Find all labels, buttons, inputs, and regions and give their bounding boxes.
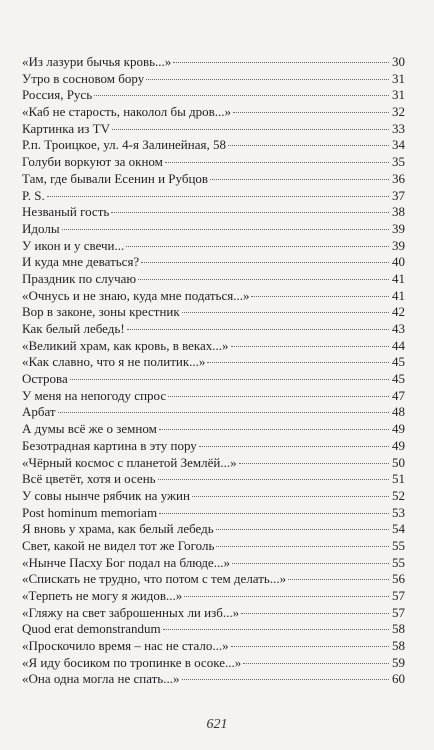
dot-leader bbox=[210, 179, 389, 180]
toc-entry bbox=[22, 137, 405, 154]
toc-entry-title: «Терпеть не могу я жидов...» bbox=[22, 588, 183, 603]
toc-entry-page: 58 bbox=[392, 621, 405, 637]
toc-entry bbox=[22, 71, 405, 88]
toc-entry bbox=[22, 288, 405, 305]
toc-entry-page: 54 bbox=[392, 521, 405, 537]
dot-leader bbox=[182, 679, 390, 680]
toc-entry-title: Там, где бывали Есенин и Рубцов bbox=[22, 170, 209, 186]
toc-entry bbox=[22, 621, 405, 638]
toc-entry-title: Р.п. Троицкое, ул. 4-я Залинейная, 58 bbox=[22, 137, 226, 153]
toc-entry-title: Праздник по случаю bbox=[22, 270, 137, 286]
toc-entry-page: 39 bbox=[392, 220, 405, 236]
dot-leader bbox=[94, 95, 389, 96]
dot-leader bbox=[112, 129, 389, 130]
dot-leader bbox=[216, 546, 389, 547]
toc-entry-page: 60 bbox=[392, 671, 405, 687]
toc-entry-title: «Очнусь и не знаю, куда мне податься...» bbox=[22, 287, 250, 303]
toc-entry-title: У икон и у свечи... bbox=[22, 237, 125, 253]
toc-entry-title: Арбат bbox=[22, 404, 56, 420]
toc-entry-page: 37 bbox=[392, 187, 405, 203]
toc-entry-title: Вор в законе, зоны крестник bbox=[22, 304, 180, 320]
toc-entry bbox=[22, 488, 405, 505]
toc-entry bbox=[22, 204, 405, 221]
toc-entry-page: 32 bbox=[392, 104, 405, 120]
toc-entry bbox=[22, 538, 405, 555]
toc-entry-title: P. S. bbox=[22, 187, 45, 203]
toc-entry-page: 31 bbox=[392, 87, 405, 103]
dot-leader bbox=[165, 162, 389, 163]
toc-entry bbox=[22, 121, 405, 138]
dot-leader bbox=[58, 412, 389, 413]
toc-entry-title: Утро в сосновом бору bbox=[22, 70, 145, 86]
toc-entry bbox=[22, 188, 405, 205]
dot-leader bbox=[159, 513, 389, 514]
toc-entry-title: Как белый лебедь! bbox=[22, 321, 125, 336]
page-number: 621 bbox=[206, 717, 228, 732]
toc-entry bbox=[22, 404, 405, 421]
toc-entry-page: 55 bbox=[392, 537, 405, 553]
toc-entry-title: Всё цветёт, хотя и осень bbox=[22, 471, 156, 487]
toc-entry-page: 57 bbox=[392, 604, 405, 620]
toc-entry bbox=[22, 421, 405, 438]
toc-entry-page: 45 bbox=[392, 371, 405, 387]
dot-leader bbox=[168, 396, 389, 397]
dot-leader bbox=[184, 596, 389, 597]
toc-entry-title: Идолы bbox=[22, 220, 60, 236]
toc-entry-title: Россия, Русь bbox=[22, 87, 93, 103]
toc-entry-page: 51 bbox=[392, 471, 405, 487]
dot-leader bbox=[231, 646, 389, 647]
toc-entry bbox=[22, 588, 405, 605]
toc-entry bbox=[22, 571, 405, 588]
toc-entry bbox=[22, 655, 405, 672]
toc-entry-page: 38 bbox=[392, 204, 405, 220]
toc-entry-page: 40 bbox=[392, 254, 405, 270]
dot-leader bbox=[239, 463, 389, 464]
toc-entry-title: Голуби воркуют за окном bbox=[22, 154, 163, 170]
toc-entry-page: 34 bbox=[392, 137, 405, 153]
toc-entry-page: 44 bbox=[392, 337, 405, 353]
toc-entry bbox=[22, 388, 405, 405]
toc-entry-title: У меня на непогоду спрос bbox=[22, 387, 167, 403]
dot-leader bbox=[127, 329, 389, 330]
toc-entry-page: 53 bbox=[392, 504, 405, 520]
toc-entry bbox=[22, 638, 405, 655]
toc-entry-title: Quod erat demonstrandum bbox=[22, 621, 161, 637]
dot-leader bbox=[159, 429, 389, 430]
toc-entry-title: «Она одна могла не спать...» bbox=[22, 671, 180, 687]
toc-entry-title: Незваный гость bbox=[22, 204, 110, 220]
toc-entry-page: 57 bbox=[392, 588, 405, 603]
dot-leader bbox=[231, 346, 389, 347]
toc-entry-title: У совы нынче рябчик на ужин bbox=[22, 487, 190, 503]
toc-entry-title: Картинка из TV bbox=[22, 120, 111, 136]
toc-entry-title: «Чёрный космос с планетой Землёй...» bbox=[22, 454, 237, 470]
toc-entry bbox=[22, 321, 405, 338]
toc-entry bbox=[22, 104, 405, 121]
toc-entry-title: «Каб не старость, наколол бы дров...» bbox=[22, 104, 232, 120]
toc-entry-title: Безотрадная картина в эту пору bbox=[22, 437, 197, 453]
toc-entry-title: «Проскочило время – нас не стало...» bbox=[22, 638, 229, 654]
toc-entry bbox=[22, 354, 405, 371]
toc-entry-page: 56 bbox=[392, 571, 405, 587]
dot-leader bbox=[243, 663, 389, 664]
toc-entry-page: 50 bbox=[392, 454, 405, 470]
dot-leader bbox=[111, 212, 389, 213]
toc-entry-page: 39 bbox=[392, 237, 405, 253]
dot-leader bbox=[251, 296, 389, 297]
toc-entry-title: Свет, какой не видел тот же Гоголь bbox=[22, 537, 215, 553]
dot-leader bbox=[182, 312, 389, 313]
toc-entry-title: «Как славно, что я не политик...» bbox=[22, 354, 206, 370]
dot-leader bbox=[232, 563, 389, 564]
toc-entry bbox=[22, 87, 405, 104]
toc-entry-page: 49 bbox=[392, 437, 405, 453]
toc-entry-page: 43 bbox=[392, 321, 405, 336]
toc-entry bbox=[22, 271, 405, 288]
toc-entry-page: 33 bbox=[392, 120, 405, 136]
toc-entry-page: 35 bbox=[392, 154, 405, 170]
toc-entry-page: 52 bbox=[392, 487, 405, 503]
toc-entry-page: 48 bbox=[392, 404, 405, 420]
dot-leader bbox=[228, 145, 389, 146]
dot-leader bbox=[141, 262, 389, 263]
toc-entry-title: «Великий храм, как кровь, в веках...» bbox=[22, 337, 229, 353]
toc-entry bbox=[22, 171, 405, 188]
toc-entry-title: «Гляжу на свет заброшенных ли изб...» bbox=[22, 604, 240, 620]
toc-entry bbox=[22, 304, 405, 321]
toc-entry-title: «Спискать не трудно, что потом с тем делать...» bbox=[22, 571, 287, 587]
dot-leader bbox=[192, 496, 389, 497]
toc-entry-page: 42 bbox=[392, 304, 405, 320]
dot-leader bbox=[173, 62, 389, 63]
dot-leader bbox=[126, 246, 389, 247]
dot-leader bbox=[138, 279, 389, 280]
dot-leader bbox=[216, 529, 389, 530]
toc-entry-title: Post hominum memoriam bbox=[22, 504, 158, 520]
toc-entry-page: 58 bbox=[392, 638, 405, 654]
toc-entry bbox=[22, 521, 405, 538]
toc-entry-title: А думы всё же о земном bbox=[22, 421, 157, 437]
toc-entry bbox=[22, 221, 405, 238]
toc-entry-page: 31 bbox=[392, 70, 405, 86]
table-of-contents bbox=[22, 54, 405, 688]
toc-entry bbox=[22, 154, 405, 171]
dot-leader bbox=[163, 629, 389, 630]
toc-entry bbox=[22, 238, 405, 255]
toc-entry bbox=[22, 438, 405, 455]
toc-entry-title: Острова bbox=[22, 371, 68, 387]
toc-entry-page: 41 bbox=[392, 270, 405, 286]
toc-entry-title: «Я иду босиком по тропинке в осоке...» bbox=[22, 654, 242, 670]
toc-entry-page: 41 bbox=[392, 287, 405, 303]
toc-entry-title: И куда мне деваться? bbox=[22, 254, 140, 270]
toc-entry-page: 59 bbox=[392, 654, 405, 670]
toc-entry bbox=[22, 671, 405, 688]
toc-entry bbox=[22, 555, 405, 572]
dot-leader bbox=[70, 379, 389, 380]
toc-entry bbox=[22, 371, 405, 388]
toc-entry bbox=[22, 471, 405, 488]
dot-leader bbox=[207, 362, 389, 363]
dot-leader bbox=[241, 613, 389, 614]
toc-entry bbox=[22, 455, 405, 472]
toc-entry-page: 49 bbox=[392, 421, 405, 437]
dot-leader bbox=[288, 579, 389, 580]
dot-leader bbox=[62, 229, 389, 230]
toc-entry-page: 30 bbox=[392, 54, 405, 69]
toc-entry bbox=[22, 505, 405, 522]
toc-entry-title: «Нынче Пасху Бог подал на блюде...» bbox=[22, 554, 230, 570]
dot-leader bbox=[146, 79, 389, 80]
toc-entry bbox=[22, 54, 405, 71]
toc-entry bbox=[22, 605, 405, 622]
toc-entry-page: 45 bbox=[392, 354, 405, 370]
dot-leader bbox=[158, 479, 389, 480]
toc-entry-page: 47 bbox=[392, 387, 405, 403]
toc-entry-title: Я вновь у храма, как белый лебедь bbox=[22, 521, 214, 537]
toc-entry-title: «Из лазури бычья кровь...» bbox=[22, 54, 172, 69]
dot-leader bbox=[47, 196, 389, 197]
dot-leader bbox=[233, 112, 389, 113]
toc-entry bbox=[22, 338, 405, 355]
toc-entry bbox=[22, 254, 405, 271]
toc-entry-page: 36 bbox=[392, 170, 405, 186]
toc-entry-page: 55 bbox=[392, 554, 405, 570]
dot-leader bbox=[199, 446, 389, 447]
